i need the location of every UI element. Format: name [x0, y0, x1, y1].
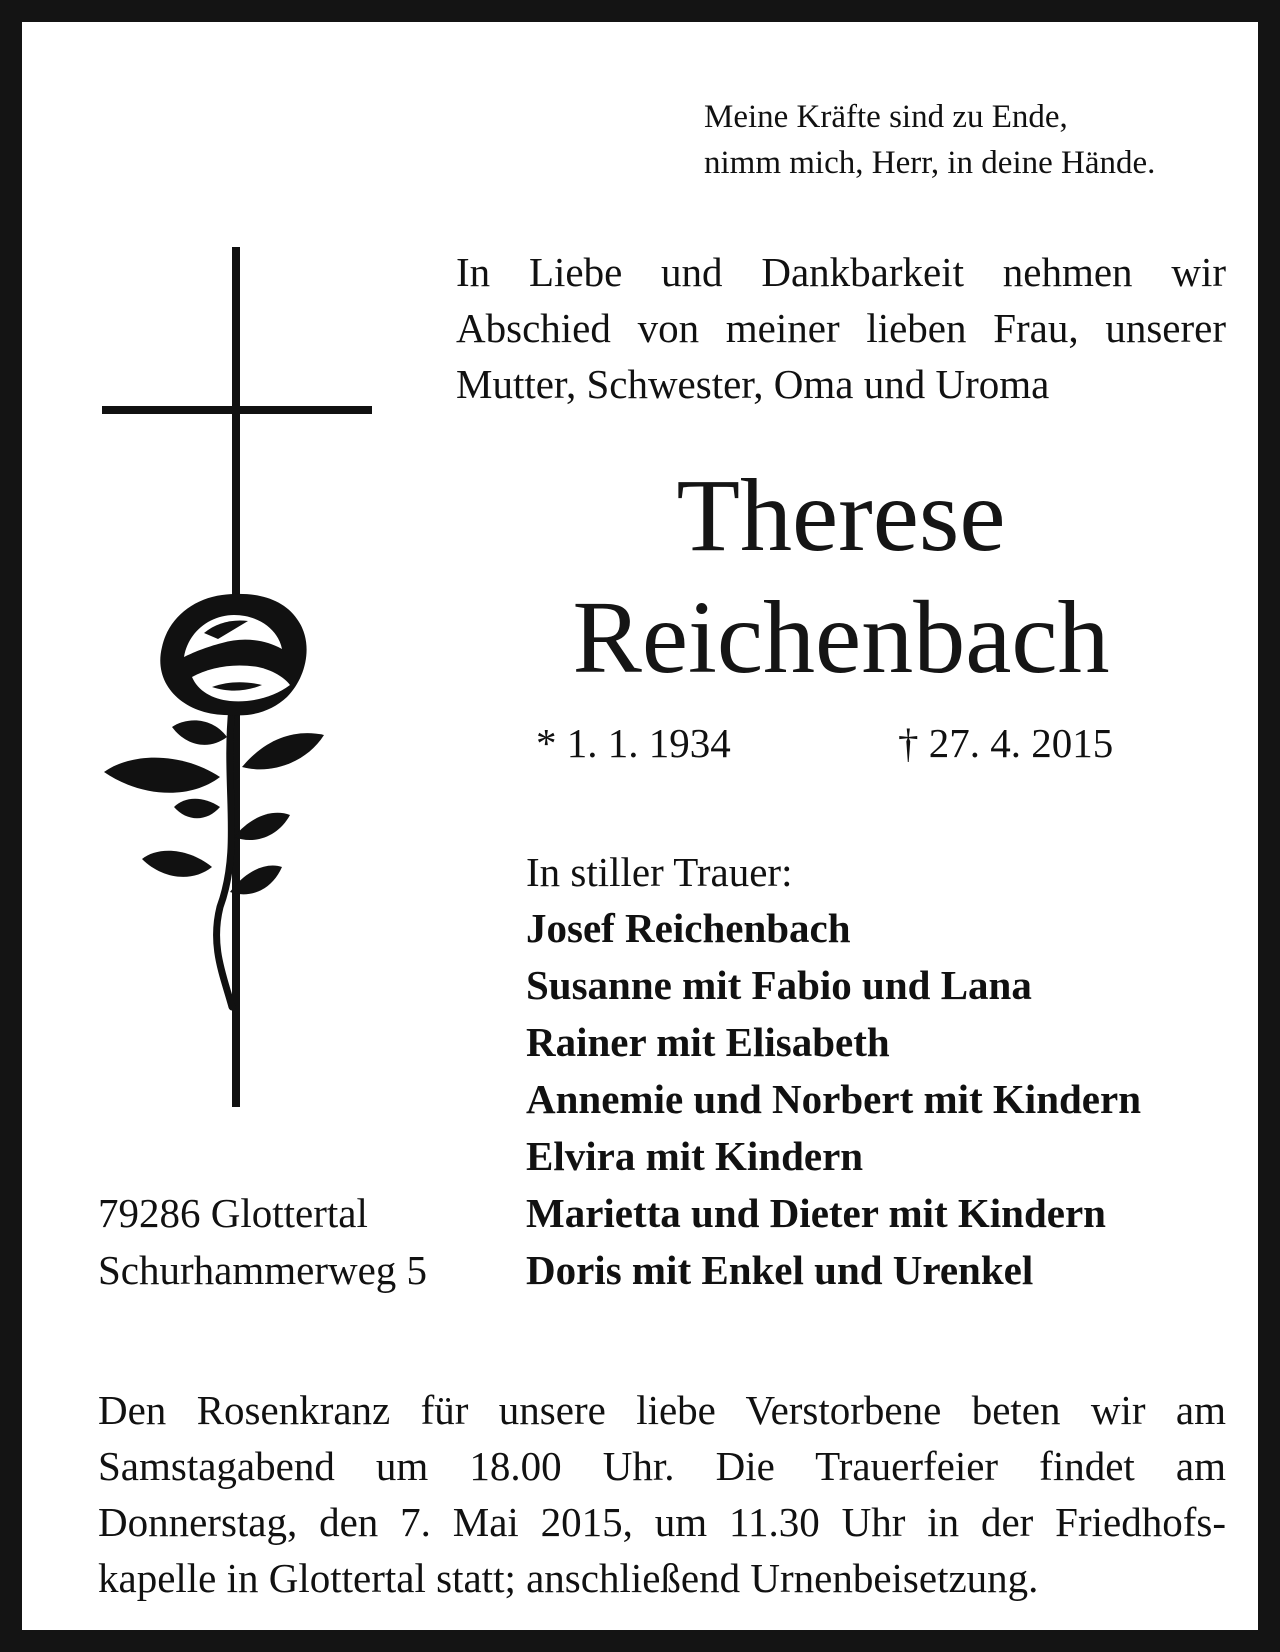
rose-leaf: [172, 720, 227, 744]
mourner-name: Josef Reichenbach: [526, 905, 851, 951]
death-date: † 27. 4. 2015: [898, 720, 1114, 766]
mourner-name: Susanne mit Fabio und Lana: [526, 962, 1032, 1008]
notice-line: Den Rosenkranz für unsere liebe Verstorbene beten wir am: [98, 1387, 1226, 1433]
mourner-name: Annemie und Norbert mit Kindern: [526, 1076, 1141, 1122]
mourner-name: Rainer mit Elisabeth: [526, 1019, 890, 1065]
motto-verse: [704, 94, 1155, 186]
address-city: 79286 Glottertal: [98, 1190, 368, 1236]
rose-leaf: [174, 799, 220, 819]
service-notice: [98, 1382, 1226, 1606]
rose-leaf: [104, 758, 220, 793]
intro-text: [456, 244, 1226, 412]
rose-leaf: [242, 733, 324, 769]
intro-line: Abschied von meiner lieben Frau, unserer: [456, 305, 1226, 351]
mourner-name: Elvira mit Kindern: [526, 1133, 864, 1179]
family-address: [98, 1185, 427, 1299]
notice-line: kapelle in Glottertal statt; anschließend Urnenbeisetzung.: [98, 1555, 1039, 1601]
mourners-list: [526, 900, 1141, 1299]
deceased-first-name: Therese: [676, 458, 1006, 573]
notice-line: Samstagabend um 18.00 Uhr. Die Trauerfeier findet am: [98, 1443, 1226, 1489]
intro-line: Mutter, Schwester, Oma und Uroma: [456, 361, 1050, 407]
cross-horizontal-beam: [102, 406, 372, 414]
rose-stem: [217, 707, 232, 1007]
motto-line: nimm mich, Herr, in deine Hände.: [704, 145, 1156, 181]
rose-leaf: [234, 813, 290, 840]
rose-leaf: [142, 851, 212, 877]
mourner-name: Marietta und Dieter mit Kindern: [526, 1190, 1106, 1236]
mourner-name: Doris mit Enkel und Urenkel: [526, 1247, 1034, 1293]
address-street: Schurhammerweg 5: [98, 1247, 428, 1293]
cross-with-rose-icon: [92, 247, 392, 1107]
deceased-last-name: Reichenbach: [572, 580, 1110, 695]
birth-date: * 1. 1. 1934: [536, 720, 731, 766]
intro-line: In Liebe und Dankbarkeit nehmen wir: [456, 249, 1226, 295]
notice-line: Donnerstag, den 7. Mai 2015, um 11.30 Uhr in der Friedhofs-: [98, 1499, 1226, 1545]
mourners-label: In stiller Trauer:: [526, 849, 793, 895]
motto-line: Meine Kräfte sind zu Ende,: [704, 99, 1068, 135]
